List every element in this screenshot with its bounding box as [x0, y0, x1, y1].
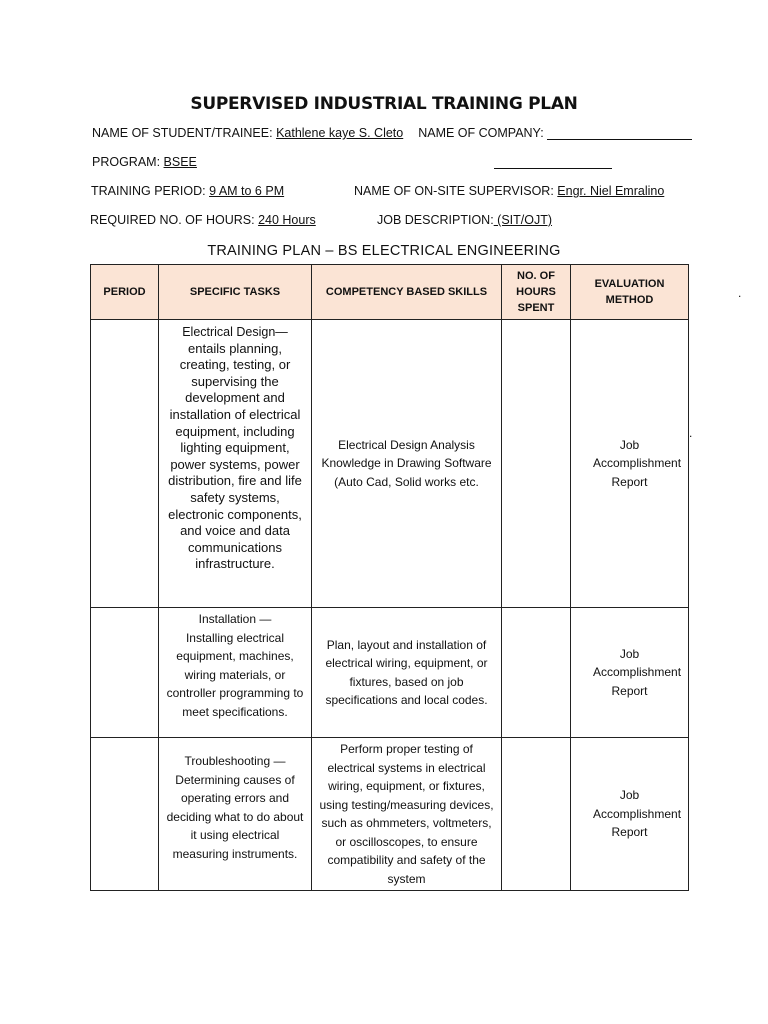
student-company-line — [92, 126, 692, 140]
document-title: SUPERVISED INDUSTRIAL TRAINING PLAN — [190, 94, 578, 114]
table-header-row — [91, 265, 689, 320]
company-label: NAME OF COMPANY: — [418, 126, 544, 140]
table-row — [91, 738, 689, 891]
task-description: Determining causes of operating errors and deciding what to do about it using electrical measuring instruments. — [166, 772, 304, 861]
task-heading: Troubleshooting — — [184, 754, 286, 768]
hours-cell — [502, 320, 571, 608]
header-specific-tasks: SPECIFIC TASKS — [159, 265, 312, 320]
job-label: JOB DESCRIPTION: — [377, 213, 494, 227]
supervisor-label: NAME OF ON-SITE SUPERVISOR: — [354, 184, 554, 198]
skills-cell: Perform proper testing of electrical systems in electrical wiring, equipment, or fixtures, using testing/measuring devices, such as ohmmeters, voltmeters, or oscilloscopes, to ensure compatibility and safety of the system — [312, 738, 502, 891]
task-heading: Electrical Design— — [182, 325, 288, 339]
period-cell — [91, 608, 159, 738]
student-value: Kathlene kaye S. Cleto — [276, 126, 404, 140]
stray-mark: . — [738, 286, 742, 300]
period-line — [91, 184, 284, 198]
company-value — [547, 126, 692, 140]
evaluation-cell: Job Accomplishment Report — [571, 608, 689, 738]
skills-cell: Plan, layout and installation of electrical wiring, equipment, or fixtures, based on job specifications and local codes. — [312, 608, 502, 738]
task-description: Installing electrical equipment, machines, wiring materials, or controller programming to meet specifications. — [166, 630, 304, 719]
program-value: BSEE — [163, 155, 197, 169]
task-description: entails planning, creating, testing, or supervising the development and installation of electrical equipment, including lighting equipment, power systems, power distribution, fire and life safety systems, electronic components, and voice and data communications infrastructure. — [168, 340, 302, 572]
stray-mark: . — [689, 426, 693, 440]
task-cell — [159, 608, 312, 738]
header-period: PERIOD — [91, 265, 159, 320]
header-evaluation-method: EVALUATION METHOD — [571, 265, 689, 320]
job-line — [377, 213, 552, 227]
header-hours-spent: NO. OF HOURS SPENT — [502, 265, 571, 320]
task-cell — [159, 320, 312, 608]
supervisor-line — [354, 184, 664, 198]
header-competency-skills: COMPETENCY BASED SKILLS — [312, 265, 502, 320]
period-cell — [91, 738, 159, 891]
training-plan-table — [90, 264, 689, 891]
table-row — [91, 608, 689, 738]
evaluation-cell: Job Accomplishment Report — [571, 738, 689, 891]
evaluation-cell: Job Accomplishment Report — [571, 320, 689, 608]
skills-cell: Electrical Design Analysis Knowledge in Drawing Software (Auto Cad, Solid works etc. — [312, 320, 502, 608]
task-heading: Installation — — [198, 612, 272, 626]
task-cell — [159, 738, 312, 891]
period-value: 9 AM to 6 PM — [209, 184, 285, 198]
training-plan-title: TRAINING PLAN – BS ELECTRICAL ENGINEERING — [207, 243, 561, 259]
table-row — [91, 320, 689, 608]
hours-cell — [502, 738, 571, 891]
program-line — [92, 155, 197, 169]
hours-value: 240 Hours — [258, 213, 316, 227]
hours-cell — [502, 608, 571, 738]
period-cell — [91, 320, 159, 608]
hours-line — [90, 213, 316, 227]
student-label: NAME OF STUDENT/TRAINEE: — [92, 126, 273, 140]
job-value: (SIT/OJT) — [493, 213, 553, 227]
program-label: PROGRAM: — [92, 155, 161, 169]
hours-label: REQUIRED NO. OF HOURS: — [90, 213, 255, 227]
blank-line — [494, 155, 612, 169]
period-label: TRAINING PERIOD: — [91, 184, 206, 198]
supervisor-value: Engr. Niel Emralino — [557, 184, 665, 198]
